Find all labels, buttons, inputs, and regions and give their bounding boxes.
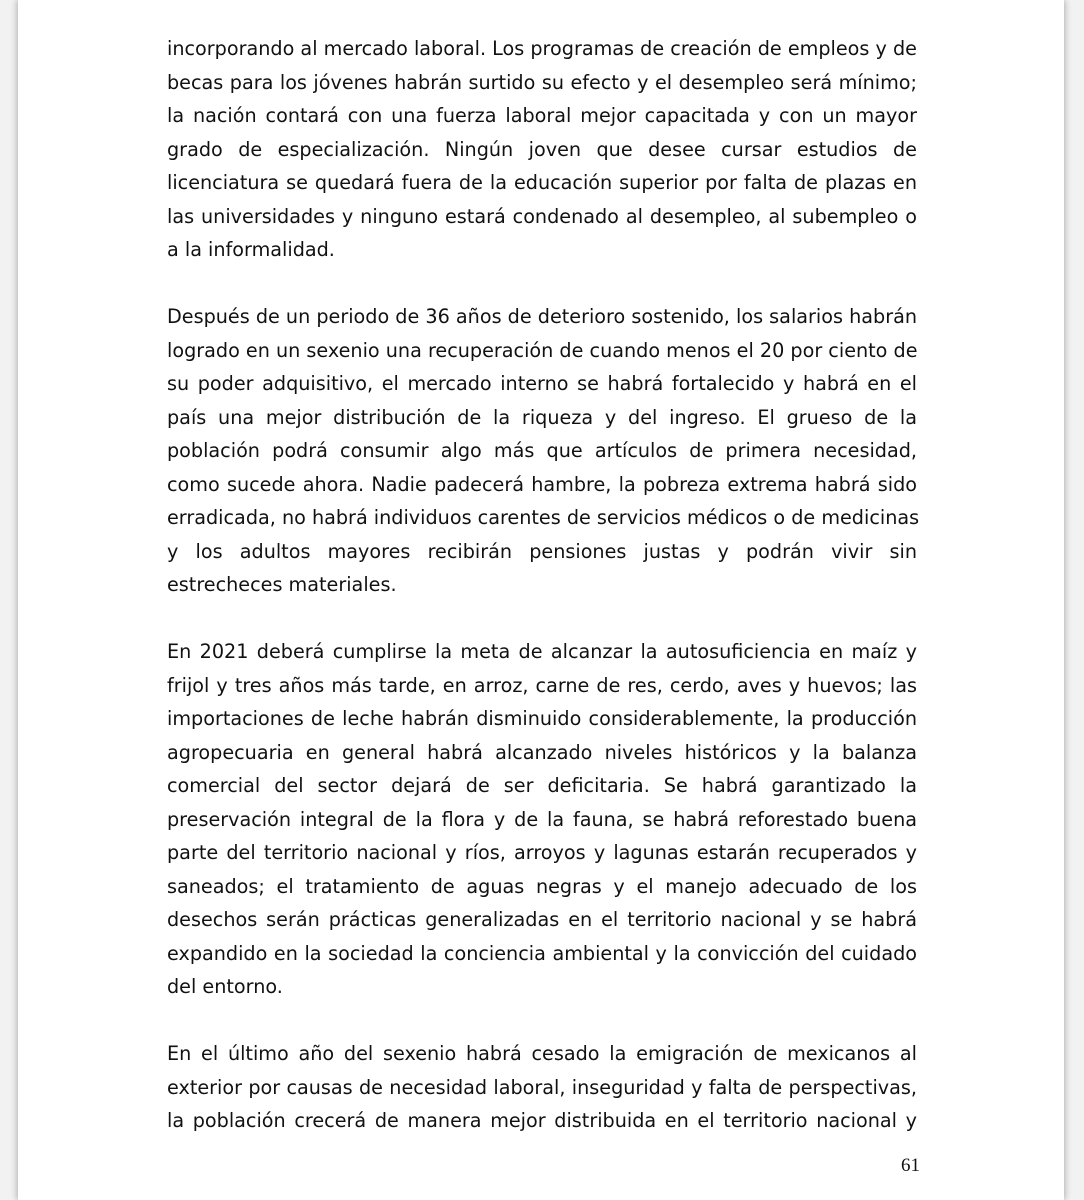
text-line: frijol y tres años más tarde, en arroz, carne de res, cerdo, aves y huevos; las bbox=[167, 673, 917, 697]
text-line: estrecheces materiales. bbox=[167, 573, 397, 596]
text-line: del entorno. bbox=[167, 975, 283, 998]
text-line: expandido en la sociedad la conciencia ambiental y la convicción del cuidado bbox=[167, 941, 917, 965]
text-line: a la informalidad. bbox=[167, 238, 335, 261]
text-line: las universidades y ninguno estará condenado al desempleo, al subempleo o bbox=[167, 204, 917, 228]
document-page bbox=[18, 0, 1064, 1200]
paragraph-4 bbox=[167, 1037, 917, 1138]
text-line: su poder adquisitivo, el mercado interno se habrá fortalecido y habrá en el bbox=[167, 372, 917, 395]
page-number: 61 bbox=[901, 1155, 920, 1176]
text-line: importaciones de leche habrán disminuido considerablemente, la producción bbox=[167, 707, 917, 730]
text-line: desechos serán prácticas generalizadas en el territorio nacional y se habrá bbox=[167, 908, 917, 931]
text-line: erradicada, no habrá individuos carentes de servicios médicos o de medicinas bbox=[167, 506, 920, 529]
text-line: incorporando al mercado laboral. Los programas de creación de empleos y de bbox=[167, 37, 917, 60]
text-line: En el último año del sexenio habrá cesado la emigración de mexicanos al bbox=[167, 1042, 917, 1065]
text-line: exterior por causas de necesidad laboral, inseguridad y falta de perspectivas, bbox=[167, 1075, 917, 1099]
text-line: agropecuaria en general habrá alcanzado niveles históricos y la balanza bbox=[167, 740, 917, 764]
text-line: y los adultos mayores recibirán pensiones justas y podrán vivir sin bbox=[167, 539, 917, 563]
text-line: preservación integral de la flora y de la fauna, se habrá reforestado buena bbox=[167, 807, 917, 831]
text-line: licenciatura se quedará fuera de la educación superior por falta de plazas en bbox=[167, 171, 917, 194]
paragraph-3 bbox=[167, 635, 917, 1004]
text-line: parte del territorio nacional y ríos, arroyos y lagunas estarán recuperados y bbox=[167, 841, 917, 864]
body-text bbox=[167, 32, 920, 1171]
paragraph-1 bbox=[167, 32, 917, 267]
text-line: población podrá consumir algo más que artículos de primera necesidad, bbox=[167, 439, 917, 462]
text-line: grado de especialización. Ningún joven que desee cursar estudios de bbox=[167, 137, 917, 161]
text-line: logrado en un sexenio una recuperación de cuando menos el 20 por ciento de bbox=[167, 338, 918, 362]
text-line: En 2021 deberá cumplirse la meta de alcanzar la autosuficiencia en maíz y bbox=[167, 640, 917, 663]
paragraph-2 bbox=[167, 300, 920, 602]
text-line: la población crecerá de manera mejor distribuida en el territorio nacional y bbox=[167, 1109, 917, 1132]
text-line: país una mejor distribución de la riqueza y del ingreso. El grueso de la bbox=[167, 405, 917, 429]
text-line: Después de un periodo de 36 años de deterioro sostenido, los salarios habrán bbox=[167, 305, 917, 328]
text-line: becas para los jóvenes habrán surtido su efecto y el desempleo será mínimo; bbox=[167, 70, 917, 94]
text-line: saneados; el tratamiento de aguas negras y el manejo adecuado de los bbox=[167, 874, 917, 898]
text-line: comercial del sector dejará de ser deficitaria. Se habrá garantizado la bbox=[167, 774, 917, 797]
text-line: como sucede ahora. Nadie padecerá hambre, la pobreza extrema habrá sido bbox=[167, 472, 917, 496]
text-line: la nación contará con una fuerza laboral mejor capacitada y con un mayor bbox=[167, 104, 917, 127]
